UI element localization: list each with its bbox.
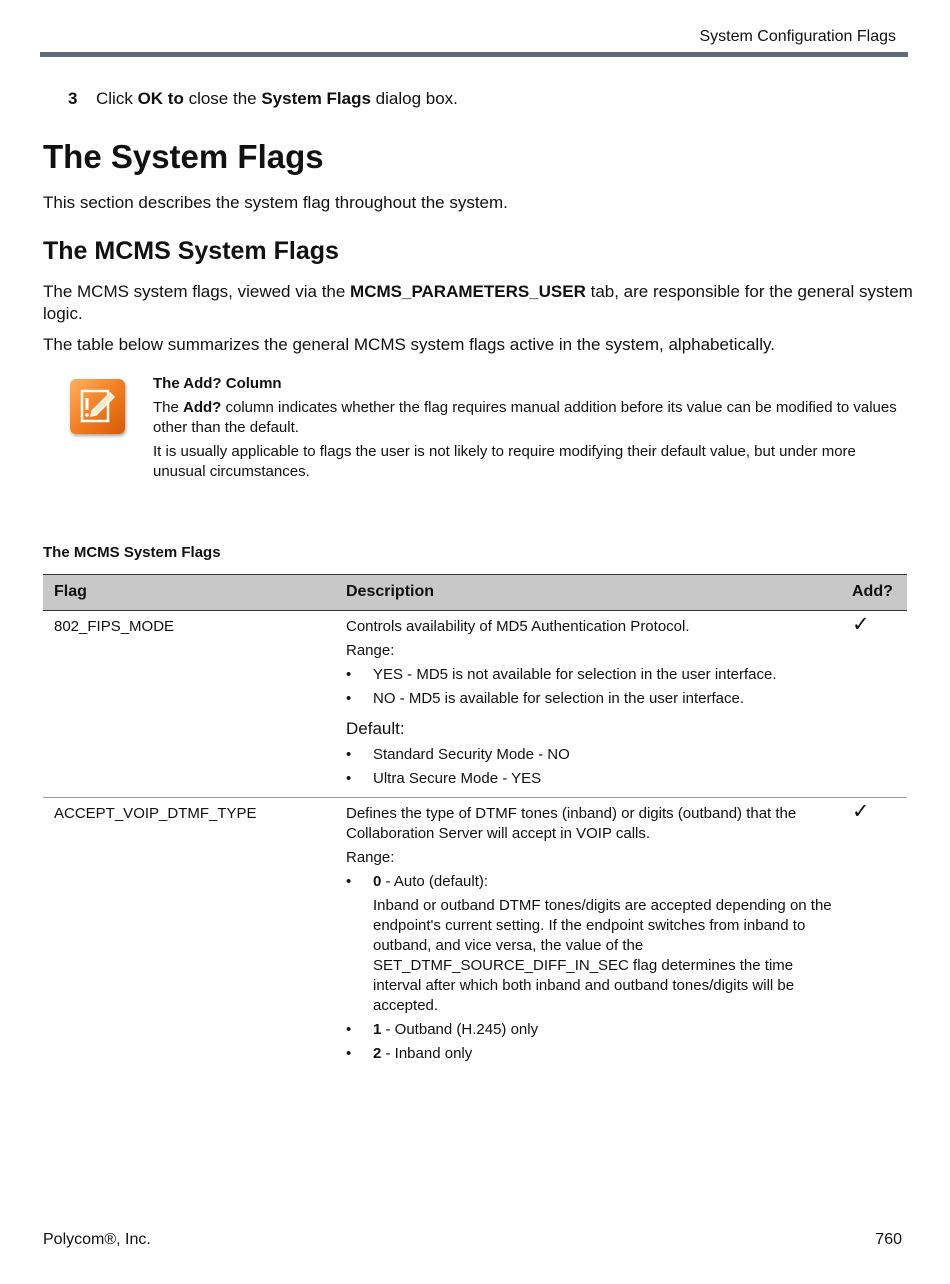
option-value: 2 — [373, 1045, 382, 1062]
flag-name: ACCEPT_VOIP_DTMF_TYPE — [54, 805, 257, 822]
header-add: Add? — [852, 583, 893, 600]
table-caption: The MCMS System Flags — [43, 544, 221, 561]
table-row — [43, 611, 907, 798]
page-number: 760 — [875, 1231, 902, 1248]
p1-text-1: The MCMS system flags, viewed via the — [43, 282, 351, 301]
option-detail: Inband or outband DTMF tones/digits are accepted depending on the endpoint's current setting. If the endpoint switches from inband to outband, and vice versa, the value of the SET_DTMF_SOURCE_DIFF_IN_SEC flag determines the time interval after which both inband and outband tones/digits will be accepted. — [373, 897, 832, 1014]
running-header: System Configuration Flags — [699, 28, 896, 45]
option-text: - Auto (default): — [381, 873, 489, 890]
range-item — [346, 1044, 836, 1064]
option-text: - Inband only — [381, 1045, 473, 1062]
step-number: 3 — [68, 89, 78, 108]
note-icon — [70, 379, 125, 434]
header-rule — [40, 52, 908, 57]
checkmark-icon: ✓ — [852, 800, 870, 823]
paragraph-1 — [43, 281, 913, 325]
p1-tab-name: MCMS_PARAMETERS_USER — [350, 282, 586, 301]
option-text: - Outband (H.245) only — [381, 1021, 539, 1038]
page-title: The System Flags — [43, 138, 324, 175]
step-text-1: Click — [96, 89, 138, 108]
note-b1-text-1: The — [153, 399, 184, 416]
footer-company: Polycom®, Inc. — [43, 1231, 151, 1248]
step-system-flags: System Flags — [261, 89, 371, 108]
range-item: • NO - MD5 is available for selection in the user interface. — [346, 689, 836, 709]
p1-text-2: tab, are responsible for the general system logic. — [43, 282, 913, 323]
step-ok: OK to — [137, 89, 184, 108]
range-label: Range: — [346, 642, 395, 659]
header-flag: Flag — [54, 583, 87, 600]
flag-name: 802_FIPS_MODE — [54, 618, 175, 635]
table-row — [43, 798, 907, 1078]
range-item: • YES - MD5 is not available for selection in the user interface. — [346, 665, 836, 685]
option-value: 1 — [373, 1021, 382, 1038]
flag-description — [346, 804, 836, 1068]
checkmark-icon: ✓ — [852, 613, 870, 636]
note-b1-add: Add? — [183, 399, 222, 416]
range-item — [346, 872, 836, 892]
intro-paragraph: This section describes the system flag throughout the system. — [43, 193, 508, 212]
section-title: The MCMS System Flags — [43, 237, 339, 265]
option-value: 0 — [373, 873, 382, 890]
header-description: Description — [346, 583, 435, 600]
note-body-1 — [153, 398, 898, 438]
desc-intro: Controls availability of MD5 Authentication Protocol. — [346, 618, 690, 635]
flag-description — [346, 617, 836, 793]
default-item: • Standard Security Mode - NO — [346, 745, 836, 765]
range-item — [346, 1020, 836, 1040]
note-body-2: It is usually applicable to flags the user is not likely to require modifying their default value, but under more unusual circumstances. — [153, 443, 856, 480]
desc-intro: Defines the type of DTMF tones (inband) or digits (outband) that the Collaboration Server will accept in VOIP calls. — [346, 805, 797, 842]
note-b1-text-2: column indicates whether the flag requires manual addition before its value can be modified to values other than the default. — [153, 399, 897, 436]
step-3 — [68, 89, 458, 109]
default-item: • Ultra Secure Mode - YES — [346, 769, 836, 789]
table-header-row — [43, 574, 907, 611]
default-label: Default: — [346, 719, 405, 738]
note-title: The Add? Column — [153, 375, 282, 392]
step-text-3: dialog box. — [370, 89, 458, 108]
step-text-2: close the — [183, 89, 262, 108]
flags-table — [43, 574, 907, 1078]
range-label: Range: — [346, 849, 395, 866]
paragraph-2: The table below summarizes the general MCMS system flags active in the system, alphabetically. — [43, 335, 775, 354]
